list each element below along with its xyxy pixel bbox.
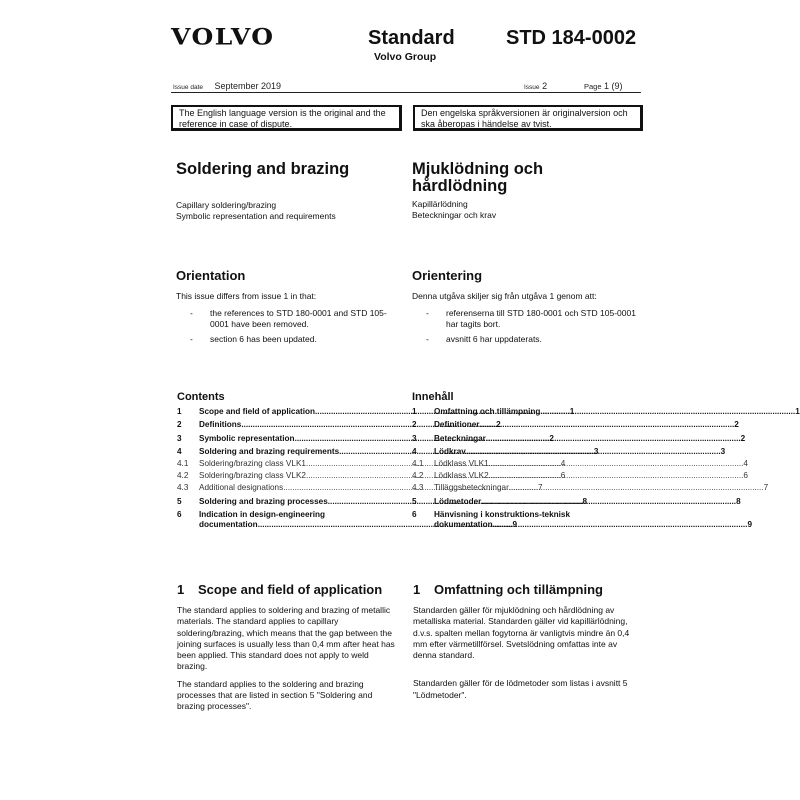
orientation-item-en: - section 6 has been updated. (190, 333, 317, 344)
orientation-item-text: section 6 has been updated. (210, 333, 317, 344)
leader-dots (481, 497, 736, 507)
title-block-en (176, 161, 396, 221)
leader-dots (466, 447, 721, 457)
section-number: 1 (177, 582, 185, 597)
toc-entry-page: 4 (743, 459, 748, 468)
toc-entry-title: Tilläggsbeteckningar (434, 483, 509, 492)
toc-entry-number: 6 (412, 510, 417, 519)
issue-label: Issue (524, 84, 540, 91)
toc-entry-page: 6 (560, 471, 566, 480)
leader-dots (540, 407, 795, 417)
toc-entry-number: 1 (177, 406, 182, 416)
toc-entry-page: 4 (560, 459, 566, 468)
header-divider (171, 92, 641, 93)
toc-entry-page: 6 (743, 471, 748, 480)
toc-entry-page: 3 (593, 447, 599, 456)
leader-dots (493, 520, 748, 530)
toc-entry-title: Soldering and brazing processes (199, 496, 328, 506)
toc-entry-title: Scope and field of application (199, 406, 316, 416)
section1-en (177, 582, 399, 713)
toc-entry-title: Soldering/brazing class VLK2 (199, 471, 306, 480)
toc-entry-page: 8 (582, 496, 588, 506)
toc-entry-title: Beteckningar (434, 433, 486, 443)
toc-entry-page: 3 (720, 447, 726, 456)
orientation-heading-sv: Orientering (412, 268, 483, 283)
toc-entry[interactable] (412, 510, 753, 530)
language-note-en: The English language version is the original and the reference in case of dispute. (171, 105, 402, 131)
section1-para1-en: The standard applies to soldering and brazing of metallic materials. The standard applies to capillary soldering/brazing, which means that the gap between the joining surfaces is usually less than 0,4 mm after heat has been applied. This standard does not apply to weld brazing. (177, 605, 395, 672)
toc-entry-title: Symbolic representation (199, 433, 295, 443)
toc-entry-number: 4 (177, 447, 182, 456)
toc-entry[interactable] (412, 483, 769, 493)
subtitle-en-2: Symbolic representation and requirements (176, 210, 336, 221)
toc-entry-page: 7 (763, 483, 769, 492)
subtitle-en-1: Capillary soldering/brazing (176, 200, 277, 210)
toc-entry-page: 9 (747, 520, 753, 529)
orientation-item-text: avsnitt 6 har uppdaterats. (446, 333, 542, 344)
orientation-item-sv: - avsnitt 6 har uppdaterats. (426, 333, 542, 344)
toc-entry-title: Soldering/brazing class VLK1 (199, 459, 306, 468)
section-number: 1 (413, 582, 421, 597)
toc-entry[interactable] (412, 496, 741, 507)
section-title: Scope and field of application (198, 582, 383, 597)
toc-entry-number: 4.1 (412, 459, 424, 468)
orientation-intro-en: This issue differs from issue 1 in that: (176, 291, 317, 301)
toc-entry[interactable] (412, 420, 739, 430)
title-block-sv (412, 161, 582, 220)
toc-entry[interactable] (412, 447, 726, 457)
toc-entry-page: 1 (795, 406, 800, 416)
standard-number: STD 184-0002 (506, 27, 637, 49)
orientation-heading-en: Orientation (176, 268, 246, 283)
toc-entry-title: Lödklass VLK1 (434, 459, 489, 468)
orientation-item-sv: - referenserna till STD 180-0001 och STD 105-0001 har tagits bort. (426, 307, 636, 329)
issue-date-row (173, 81, 281, 91)
toc-heading-sv: Innehåll (412, 391, 454, 403)
leader-dots (489, 459, 744, 469)
toc-entry-number: 4.1 (177, 459, 189, 468)
toc-entry-number: 1 (412, 406, 417, 416)
subtitle-sv-2: Beteckningar och krav (412, 209, 497, 220)
toc-entry-page: 2 (734, 420, 739, 429)
orientation-item-text: referenserna till STD 180-0001 och STD 105-0001 har tagits bort. (446, 307, 636, 329)
orientation-sv (412, 268, 637, 345)
toc-entry-number: 6 (177, 510, 182, 519)
leader-dots (509, 483, 764, 493)
toc-entry-page: 1 (569, 406, 575, 416)
issue-number: 2 (542, 81, 548, 91)
toc-entry-page: 2 (549, 433, 554, 443)
doc-title-sv: Mjuklödning och hårdlödning (412, 160, 544, 195)
toc-entry-number: 4.2 (177, 471, 189, 480)
toc-entry-title: Lödkrav (434, 447, 466, 456)
toc-entry[interactable] (412, 406, 800, 417)
doc-title-en: Soldering and brazing (176, 160, 350, 178)
section1-para2-sv: Standarden gäller för de lödmetoder som listas i avsnitt 5 "Lödmetoder". (413, 678, 628, 700)
section-heading-en (177, 582, 399, 597)
page-number: 1 (9) (604, 81, 623, 91)
toc-entry-title: Indication in design-engineering (199, 510, 326, 519)
toc-entry-number: 2 (412, 420, 417, 429)
toc-entry-number: 3 (177, 433, 182, 443)
toc-entry-title: Soldering and brazing requirements (199, 447, 340, 456)
issue-row (524, 81, 547, 91)
toc-entry-title: Additional designations (199, 483, 284, 492)
toc-entry-number: 4 (412, 447, 417, 456)
organization: Volvo Group (374, 51, 437, 63)
toc-entry-page: 7 (538, 483, 543, 492)
document-type: Standard (368, 27, 455, 49)
toc-entry-number: 5 (412, 496, 417, 506)
issue-date-label: Issue date (173, 84, 203, 91)
subtitle-sv-1: Kapillärlödning (412, 199, 468, 209)
toc-entry-title: Definitioner (434, 420, 480, 429)
toc-entry-number: 4.3 (412, 483, 424, 492)
toc-entry-title: Definitions (199, 420, 242, 429)
toc-heading-en: Contents (177, 391, 225, 403)
toc-entry-number: 4.2 (412, 471, 424, 480)
toc-entry-title: Lödmetoder (434, 496, 482, 506)
language-note-sv: Den engelska språkversionen är originalversion och ska åberopas i händelse av tvist. (413, 105, 643, 131)
page-row (584, 81, 623, 91)
issue-date: September 2019 (214, 81, 282, 91)
section1-para1-sv: Standarden gäller för mjuklödning och hårdlödning av metalliska material. Standarden gäller vid kapillärlödning, d.v.s. spalten mellan fogytorna är vanligtvis mindre än 0,4 mm efter värmetillförsel. Svetslödning omfattas inte av denna standard. (413, 605, 630, 661)
section-title: Omfattning och tillämpning (434, 582, 603, 597)
toc-entry-title: Omfattning och tillämpning (434, 406, 541, 416)
toc-entry-title: Lödklass VLK2 (434, 471, 489, 480)
orientation-item-en: - the references to STD 180-0001 and STD 105-0001 have been removed. (190, 307, 387, 329)
orientation-intro-sv: Denna utgåva skiljer sig från utgåva 1 genom att: (412, 291, 597, 301)
toc-entry-number: 2 (177, 420, 182, 429)
toc-entry-page: 8 (736, 496, 741, 506)
toc-entry-number: 5 (177, 496, 182, 506)
orientation-en (176, 268, 401, 345)
toc-entry-page: 9 (512, 520, 518, 529)
toc-list-sv (412, 406, 800, 531)
leader-dots (486, 434, 741, 444)
section1-para2-en: The standard applies to the soldering and brazing processes that are listed in section 5 "Soldering and brazing processes". (177, 678, 373, 712)
toc-entry[interactable] (412, 433, 746, 444)
toc-sv (412, 391, 800, 530)
toc-entry-number: 3 (412, 433, 417, 443)
leader-dots (480, 420, 735, 430)
section1-sv (413, 582, 631, 701)
toc-entry-page: 2 (496, 420, 501, 429)
toc-entry[interactable] (412, 471, 748, 481)
toc-entry-title-cont: dokumentation (434, 520, 493, 529)
orientation-item-text: the references to STD 180-0001 and STD 105-0001 have been removed. (210, 307, 387, 329)
volvo-logo: VOLVO (171, 24, 275, 51)
toc-entry-page: 2 (740, 433, 746, 443)
toc-entry[interactable] (412, 459, 748, 469)
page-label: Page (584, 82, 602, 91)
leader-dots (489, 471, 744, 481)
toc-entry-title: Hänvisning i konstruktions-teknisk (434, 510, 571, 519)
toc-entry-title-cont: documentation (199, 520, 258, 529)
toc-entry-number: 4.3 (177, 483, 189, 492)
section-heading-sv (413, 582, 631, 597)
